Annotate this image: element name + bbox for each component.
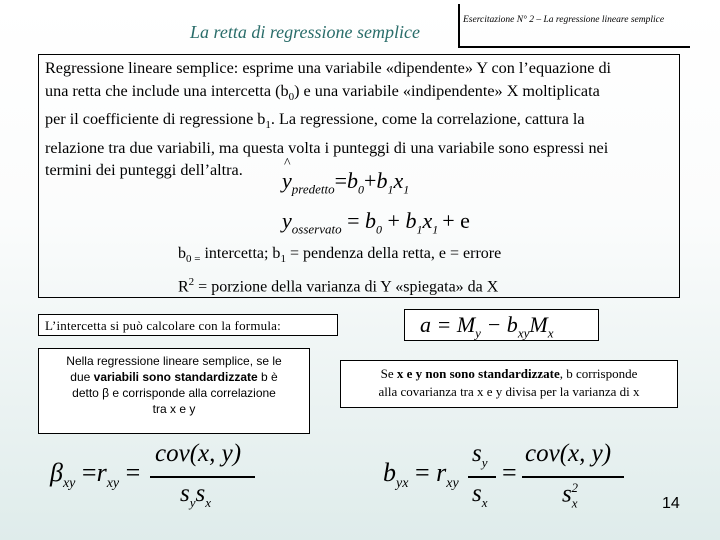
definition-coefficients: $b_{0 =}$ intercetta; $b_1$ = pendenza della retta, e = errore [178, 245, 502, 266]
para-line-2: una retta che include una intercetta $(b_0)$ e una variabile «indipendente» X moltiplicata [45, 81, 600, 103]
equation-predicted: y ^ $_{predetto}=b_0+b_1x_1$ [282, 156, 410, 197]
sy-numerator: $s_y$ [472, 440, 488, 470]
beta-numerator: cov(x, y) [155, 440, 242, 467]
intercept-label-box: L’intercetta si può calcolare con la formula: [38, 314, 338, 336]
para-line-1: Regressione lineare semplice: esprime una variabile «dipendente» Y con l’equazione di [45, 59, 612, 77]
para-line-3: per il coefficiente di regressione $b_1$. La regressione, come la correlazione, cattura la [45, 110, 585, 132]
beta-fraction-bar [150, 476, 255, 478]
sy-sx-fraction-bar [468, 476, 496, 478]
b-numerator: cov(x, y) [525, 440, 612, 467]
sx-denominator: $s_x$ [472, 480, 488, 510]
b-formula: $b_{yx} = r_{xy}$ [383, 458, 459, 492]
slide-title: La retta di regressione semplice [190, 22, 420, 42]
nonstandardized-note-box: Se x e y non sono standardizzate, b corrisponde alla covarianza tra x e y divisa per la varianza di x [340, 360, 678, 408]
definition-r-squared: $R^2$ = porzione della varianza di Y «spiegata» da X [178, 276, 499, 296]
header-divider-horizontal [458, 46, 690, 48]
para-line-4: relazione tra due variabili, ma questa volta i punteggi di una variabile sono espressi nei [45, 138, 609, 157]
slide-subtitle: Esercitazione N° 2 – La regressione lineare semplice [463, 15, 665, 25]
beta-formula: $\beta_{xy} =r_{xy}$ = [50, 458, 141, 492]
b-denominator: $s_x^2$ [562, 480, 579, 511]
description-paragraph [45, 57, 670, 182]
header-divider-vertical [458, 4, 460, 48]
intercept-formula: $a = M_y - b_{xy}M_x$ [420, 312, 554, 341]
standardized-note-box: Nella regressione lineare semplice, se le due variabili sono standardizzate b è detto β e corrisponde alla correlazione tra x e y [38, 348, 310, 434]
b-fraction-bar [522, 476, 624, 478]
equals-sign: = [502, 458, 517, 487]
beta-denominator: $s_ys_x$ [180, 480, 212, 510]
page-number: 14 [662, 495, 680, 512]
para-line-5: termini dei punteggi dell’altra. [45, 161, 243, 180]
equation-observed: $y_{osservato} = b_0 + b_1x_1 + e$ [282, 208, 470, 237]
